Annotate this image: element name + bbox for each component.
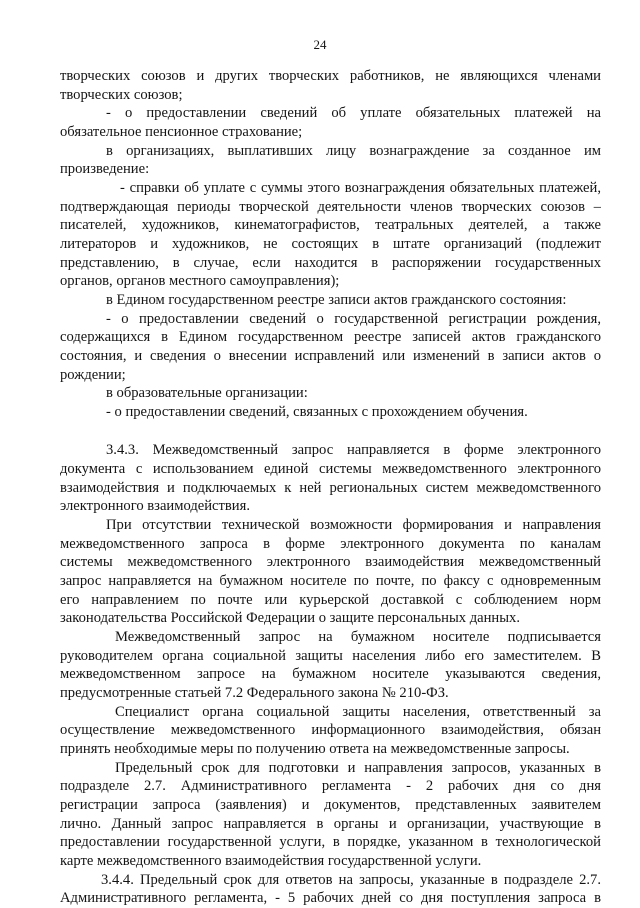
text-line: Административного регламента, - 5 рабочих дней со дня поступления запроса в [60, 890, 601, 906]
text-line: запрос направляется на бумажном носителе по почте, по факсу с одновременным [60, 573, 601, 589]
text-line: рождении; [60, 367, 126, 383]
text-line: творческих союзов; [60, 87, 183, 103]
text-line: обязательное пенсионное страхование; [60, 124, 303, 140]
text-line: подтверждающая периоды творческой деятельности членов творческих союзов – [60, 199, 601, 215]
text-line: подразделе 2.7. Административного регламента - 2 рабочих дня со дня [60, 778, 601, 794]
text-line: писателей, художников, кинематографистов, театральных деятелей, а также [60, 217, 601, 233]
text-line: 3.4.4. Предельный срок для ответов на запросы, указанные в подразделе 2.7. [101, 872, 601, 888]
text-line: осуществление межведомственного информационного взаимодействия, обязан [60, 722, 601, 738]
text-line: межведомственном запросе на бумажном носителе указываются сведения, [60, 666, 601, 682]
text-line: состояния, и сведения о внесении исправлений или изменений в записи актов о [60, 348, 601, 364]
text-line: регистрации запроса (заявления) и документов, представленных заявителем [60, 797, 601, 813]
text-line: литераторов и художников, не состоящих в штате организаций (подлежит [60, 236, 601, 252]
text-line: творческих союзов и других творческих работников, не являющихся членами [60, 68, 601, 84]
text-line: предоставлении государственной услуги, в порядке, указанном в технологической [60, 834, 601, 850]
text-line: предусмотренные статьей 7.2 Федерального закона № 210-ФЗ. [60, 685, 449, 701]
text-line: Специалист органа социальной защиты населения, ответственный за [115, 704, 601, 720]
text-line: 3.4.3. Межведомственный запрос направляется в форме электронного [106, 442, 601, 458]
page-number: 24 [313, 37, 327, 52]
text-line: - о предоставлении сведений о государственной регистрации рождения, [106, 311, 601, 327]
text-line: Межведомственный запрос на бумажном носителе подписывается [115, 629, 601, 645]
text-line: представлению, в случае, если находится в распоряжении государственных [60, 255, 601, 271]
text-line: его направлением по почте или курьерской доставкой с соблюдением норм [60, 592, 601, 608]
text-line: Предельный срок для подготовки и направления запросов, указанных в [115, 760, 601, 776]
text-line: руководителем органа социальной защиты населения либо его заместителем. В [60, 648, 601, 664]
text-line: лично. Данный запрос направляется в органы и организации, участвующие в [60, 816, 601, 832]
text-line: системы межведомственного электронного взаимодействия межведомственный [60, 554, 601, 570]
text-line: документа с использованием единой системы межведомственного электронного [60, 461, 601, 477]
text-line: межведомственного запроса в форме электронного документа по каналам [60, 536, 601, 552]
text-line: в образовательные организации: [106, 385, 308, 401]
text-line: электронного взаимодействия. [60, 498, 250, 514]
text-line: - справки об уплате с суммы этого вознаграждения обязательных платежей, [120, 180, 601, 196]
text-line: органов, органов местного самоуправления); [60, 273, 340, 289]
text-line: принять необходимые меры по получению ответа на межведомственные запросы. [60, 741, 570, 757]
text-line: взаимодействия и подключаемых к ней региональных систем межведомственного [60, 480, 601, 496]
text-line: в организациях, выплативших лицу вознаграждение за созданное им [106, 143, 601, 159]
text-line: содержащихся в Едином государственном реестре записей актов гражданского [60, 329, 601, 345]
text-line: в Едином государственном реестре записи актов гражданского состояния: [106, 292, 567, 308]
text-line: законодательства Российской Федерации о защите персональных данных. [60, 610, 520, 626]
text-line: - о предоставлении сведений об уплате обязательных платежей на [106, 105, 601, 121]
text-line: При отсутствии технической возможности формирования и направления [106, 517, 601, 533]
text-line: произведение: [60, 161, 150, 177]
text-line: карте межведомственного взаимодействия государственной услуги. [60, 853, 482, 869]
text-line: - о предоставлении сведений, связанных с прохождением обучения. [106, 404, 528, 420]
